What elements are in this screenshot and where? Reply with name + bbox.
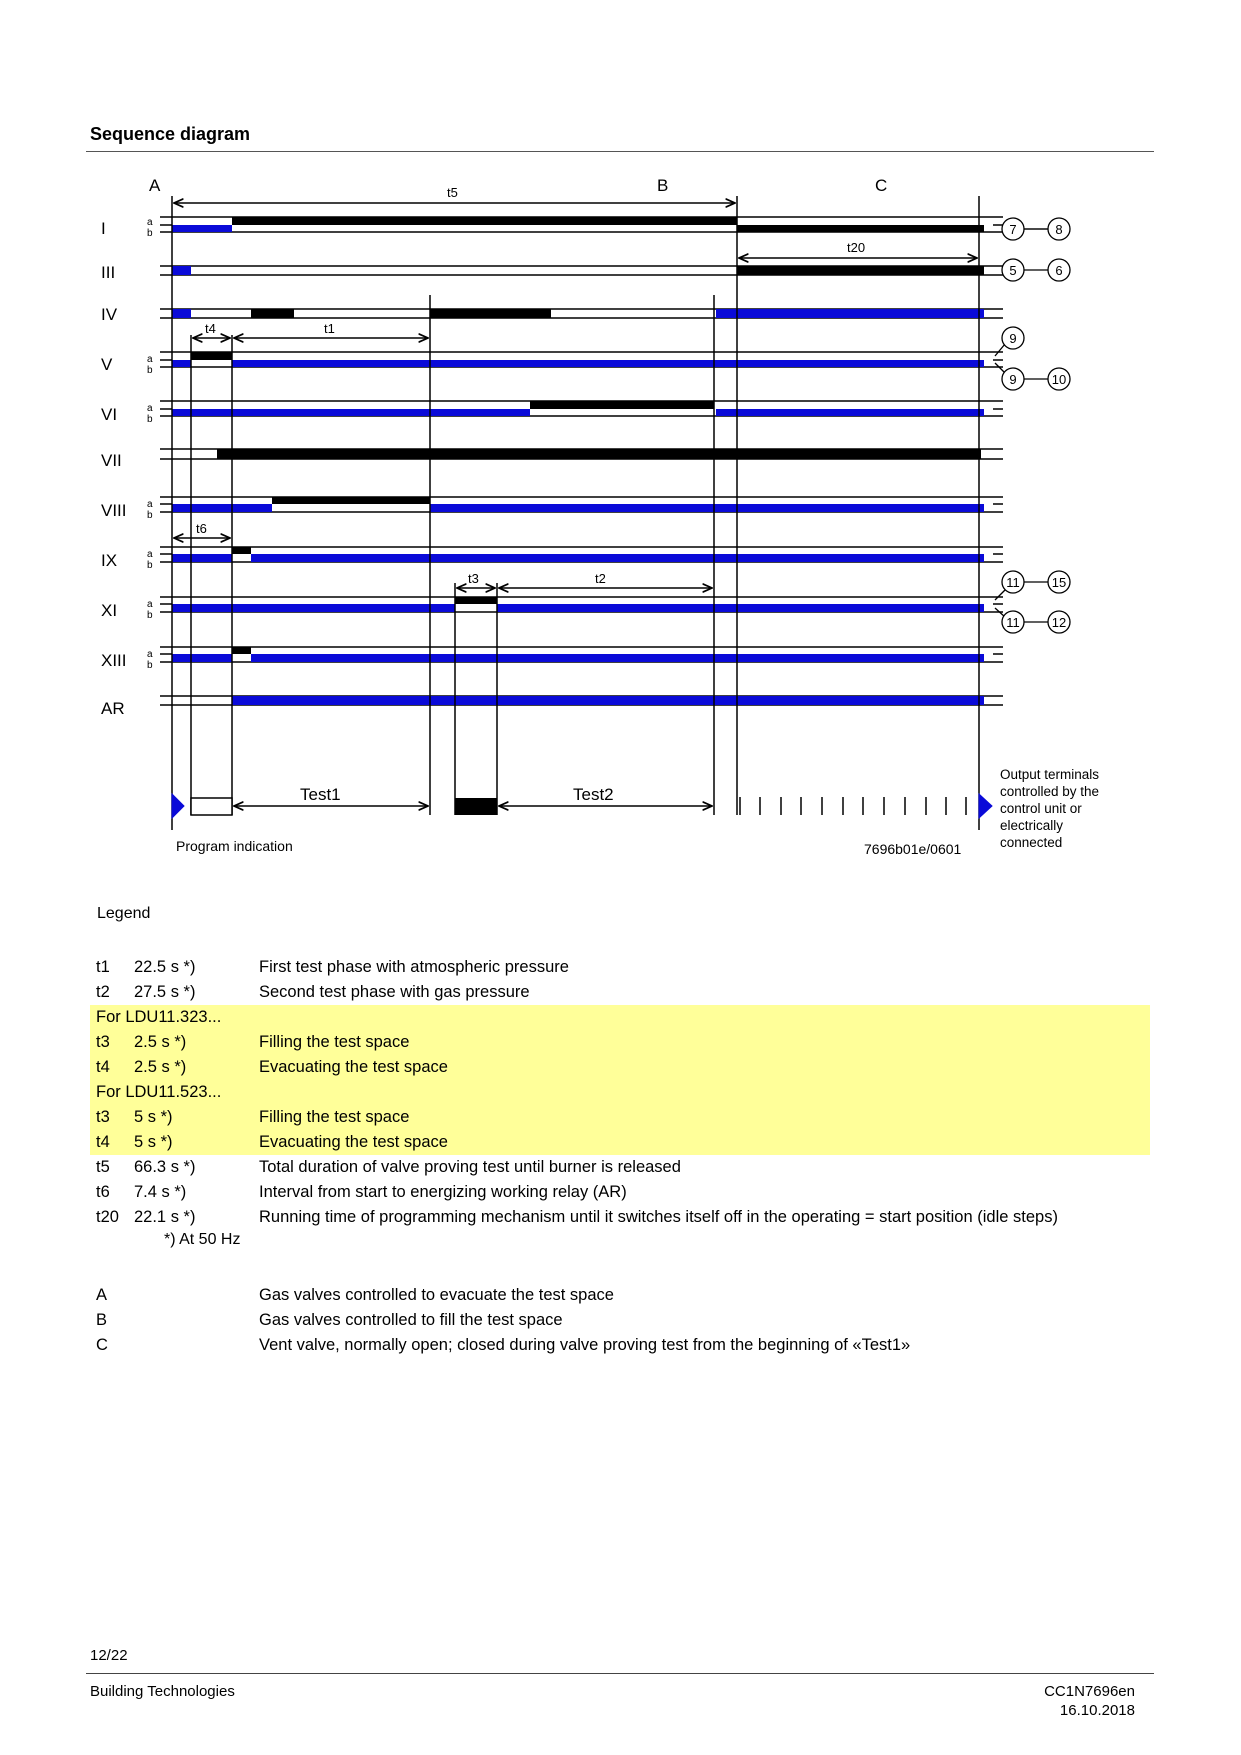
end-triangle-icon bbox=[979, 794, 992, 818]
label-t20: t20 bbox=[847, 240, 866, 255]
legend-value: 22.5 s *) bbox=[134, 958, 196, 976]
b-label: b bbox=[147, 560, 153, 571]
terminals bbox=[995, 218, 1070, 633]
t3-indicator bbox=[455, 798, 497, 815]
label-t6: t6 bbox=[196, 521, 207, 536]
legend-value: 2.5 s *) bbox=[134, 1058, 187, 1076]
legend-value: 22.1 s *) bbox=[134, 1208, 196, 1226]
time-lines bbox=[172, 196, 979, 830]
footer-document-id: CC1N7696en bbox=[1044, 1683, 1135, 1700]
legend-description: Evacuating the test space bbox=[259, 1058, 448, 1076]
marker-description: Gas valves controlled to evacuate the test space bbox=[259, 1286, 614, 1304]
legend-value: 27.5 s *) bbox=[134, 983, 196, 1001]
track-lines bbox=[160, 217, 1003, 705]
frequency-footnote: *) At 50 Hz bbox=[164, 1231, 241, 1248]
marker-b: B bbox=[657, 176, 669, 195]
page-number: 12/22 bbox=[90, 1647, 128, 1664]
a-label: a bbox=[147, 649, 153, 660]
legend-symbol: t3 bbox=[96, 1108, 110, 1126]
legend-value: 5 s *) bbox=[134, 1108, 173, 1126]
phase-test2: Test2 bbox=[573, 785, 614, 804]
legend-group-ldu11-323 bbox=[90, 1005, 1150, 1030]
terminal-number: 10 bbox=[1051, 372, 1067, 387]
terminal-number: 9 bbox=[1009, 331, 1017, 346]
legend-value: 2.5 s *) bbox=[134, 1033, 187, 1051]
legend-row-t2 bbox=[90, 980, 1150, 1005]
legend-row-t5 bbox=[90, 1155, 1150, 1180]
label-t2: t2 bbox=[595, 571, 606, 586]
legend-table bbox=[90, 955, 1150, 1230]
t4-indicator bbox=[191, 798, 232, 815]
legend-group-label: For LDU11.323... bbox=[96, 1008, 222, 1026]
b-label: b bbox=[147, 365, 153, 376]
legend-row-t3 bbox=[90, 1030, 1150, 1055]
start-triangle-icon bbox=[172, 794, 184, 818]
legend-row-t4 bbox=[90, 1130, 1150, 1155]
legend-symbol: t1 bbox=[96, 958, 110, 976]
row-label-ar: AR bbox=[101, 699, 125, 718]
terminal-number: 11 bbox=[1006, 575, 1020, 590]
legend-description: Second test phase with gas pressure bbox=[259, 983, 530, 1001]
row-label-viii: VIII bbox=[101, 501, 127, 520]
row-label-vi: VI bbox=[101, 405, 118, 424]
page-title: Sequence diagram bbox=[90, 124, 251, 144]
terminal-numbers bbox=[1006, 222, 1066, 630]
row-label-xiii: XIII bbox=[101, 651, 127, 670]
row-labels bbox=[101, 219, 127, 718]
marker-description: Vent valve, normally open; closed during valve proving test from the beginning of «Test1» bbox=[259, 1336, 911, 1354]
legend-symbol: t5 bbox=[96, 1158, 110, 1176]
output-note-line: control unit or bbox=[1000, 801, 1082, 816]
marker-c: C bbox=[875, 176, 888, 195]
legend-description: Interval from start to energizing working relay (AR) bbox=[259, 1183, 627, 1201]
label-t5: t5 bbox=[447, 185, 458, 200]
legend-group-label: For LDU11.523... bbox=[96, 1083, 222, 1101]
label-t4: t4 bbox=[205, 321, 216, 336]
output-note-line: Output terminals bbox=[1000, 767, 1100, 782]
footer-organization: Building Technologies bbox=[90, 1683, 235, 1700]
legend-description: Total duration of valve proving test until burner is released bbox=[259, 1158, 681, 1176]
legend-description: Filling the test space bbox=[259, 1108, 410, 1126]
legend-value: 7.4 s *) bbox=[134, 1183, 187, 1201]
legend-row-t3 bbox=[90, 1105, 1150, 1130]
row-label-iii: III bbox=[101, 263, 116, 282]
marker-definition-a bbox=[90, 1283, 1150, 1308]
marker-symbol: A bbox=[96, 1286, 108, 1304]
a-label: a bbox=[147, 403, 153, 414]
label-t3: t3 bbox=[468, 571, 479, 586]
ab-labels bbox=[147, 217, 153, 671]
terminal-number: 7 bbox=[1009, 222, 1017, 237]
legend-description: Evacuating the test space bbox=[259, 1133, 448, 1151]
a-label: a bbox=[147, 599, 153, 610]
legend-description: Filling the test space bbox=[259, 1033, 410, 1051]
terminal-number: 5 bbox=[1009, 263, 1017, 278]
marker-a: A bbox=[149, 176, 161, 195]
row-label-i: I bbox=[101, 219, 106, 238]
legend-row-t6 bbox=[90, 1180, 1150, 1205]
output-note-line: connected bbox=[1000, 835, 1063, 850]
legend-group-ldu11-523 bbox=[90, 1080, 1150, 1105]
figure-id: 7696b01e/0601 bbox=[864, 841, 962, 857]
program-indication-label: Program indication bbox=[176, 838, 293, 854]
legend-symbol: t3 bbox=[96, 1033, 110, 1051]
output-note bbox=[1000, 767, 1099, 850]
terminal-number: 9 bbox=[1009, 372, 1017, 387]
b-label: b bbox=[147, 660, 153, 671]
idle-steps bbox=[740, 797, 966, 815]
marker-symbol: C bbox=[96, 1336, 108, 1354]
legend-symbol: t4 bbox=[96, 1058, 110, 1076]
phase-test1: Test1 bbox=[300, 785, 341, 804]
footer-divider bbox=[86, 1673, 1154, 1674]
output-note-line: controlled by the bbox=[1000, 784, 1100, 799]
legend-row-t1 bbox=[90, 955, 1150, 980]
terminal-number: 8 bbox=[1055, 222, 1063, 237]
label-t1: t1 bbox=[324, 321, 335, 336]
row-label-vii: VII bbox=[101, 451, 122, 470]
time-labels bbox=[196, 185, 865, 586]
terminal-number: 12 bbox=[1051, 615, 1067, 630]
row-label-v: V bbox=[101, 355, 113, 374]
legend-description: First test phase with atmospheric pressure bbox=[259, 958, 569, 976]
row-label-xi: XI bbox=[101, 601, 118, 620]
output-note-line: electrically bbox=[1000, 818, 1064, 833]
phase-markers bbox=[149, 176, 887, 195]
terminal-number: 6 bbox=[1055, 263, 1063, 278]
b-label: b bbox=[147, 228, 153, 239]
terminal-number: 15 bbox=[1051, 575, 1067, 590]
legend-symbol: t6 bbox=[96, 1183, 110, 1201]
a-label: a bbox=[147, 499, 153, 510]
row-label-ix: IX bbox=[101, 551, 118, 570]
a-label: a bbox=[147, 549, 153, 560]
marker-description: Gas valves controlled to fill the test space bbox=[259, 1311, 563, 1329]
legend-symbol: t20 bbox=[96, 1208, 119, 1226]
blue-bars bbox=[172, 225, 984, 705]
b-label: b bbox=[147, 414, 153, 425]
legend-row-t20 bbox=[90, 1205, 1150, 1230]
legend-value: 5 s *) bbox=[134, 1133, 173, 1151]
legend-description: Running time of programming mechanism until it switches itself off in the operating = start position (idle steps) bbox=[259, 1208, 1058, 1226]
marker-symbol: B bbox=[96, 1311, 108, 1329]
legend-value: 66.3 s *) bbox=[134, 1158, 196, 1176]
b-label: b bbox=[147, 610, 153, 621]
marker-definitions bbox=[90, 1283, 1150, 1358]
row-label-iv: IV bbox=[101, 305, 118, 324]
legend-symbol: t4 bbox=[96, 1133, 110, 1151]
b-label: b bbox=[147, 510, 153, 521]
legend-symbol: t2 bbox=[96, 983, 110, 1001]
terminal-number: 11 bbox=[1006, 615, 1020, 630]
a-label: a bbox=[147, 217, 153, 228]
marker-definition-b bbox=[90, 1308, 1150, 1333]
legend-heading: Legend bbox=[97, 905, 151, 922]
marker-definition-c bbox=[90, 1333, 1150, 1358]
program-indication bbox=[172, 785, 992, 857]
legend-row-t4 bbox=[90, 1055, 1150, 1080]
a-label: a bbox=[147, 354, 153, 365]
footer-date: 16.10.2018 bbox=[1059, 1702, 1135, 1719]
